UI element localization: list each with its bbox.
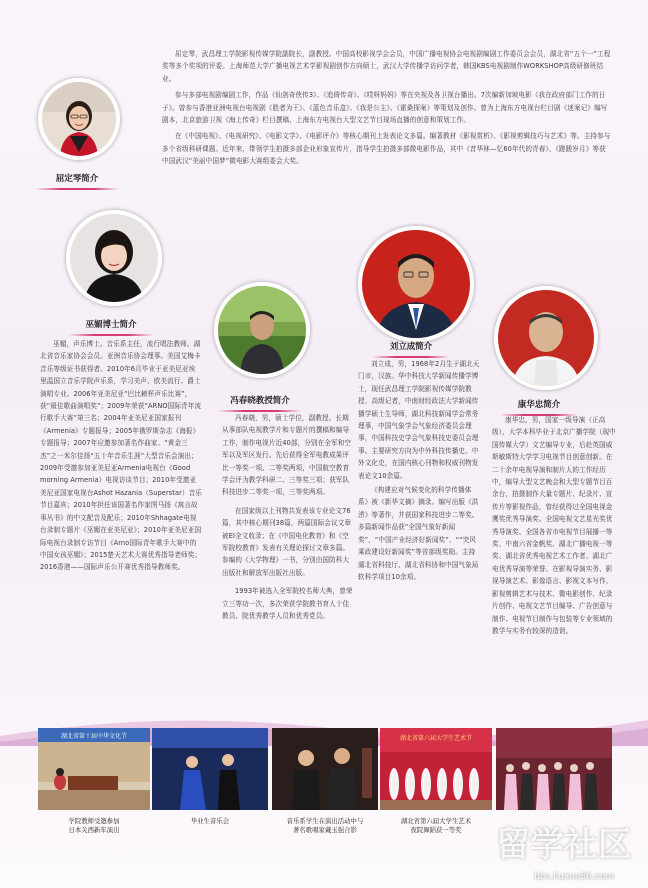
bio-qu-p1: 屈定琴，武昌理工学院影视传媒学院副院长，副教授。中国高校影视学会会员，中国广播电视协会电视剧编剧工作委员会会员，湖北省“五个一”工程奖等多个奖项的评委。上海师范大学广播电视艺术学影视剧创作方向硕士，武汉大学传播学访问学者，韩国KBS电视剧制作WORKSHOP高级研修班结业。 bbox=[162, 50, 611, 83]
photo-1 bbox=[38, 728, 150, 810]
bio-feng-p2: 在国家级以上刊物共发表该专业论文76篇，其中核心期刊38篇，两篇国际会议文章被EI全文收录；在《中国电化教育》和《空军院校教育》发表有关理论探讨文章多篇。参编的《大学物理》一书，分别由国防科大出版社和解放军出版社出版。 bbox=[222, 506, 352, 577]
name-label-wu: 巫媚博士简介 bbox=[68, 318, 154, 336]
portrait-wu bbox=[70, 214, 158, 302]
bio-feng-p1: 冯春晓，男，硕士学位，副教授。长期从事部队电视教学片和专题片的撰稿和编导工作，制作电视片近40部，分别在全军和空军以及军区发行。先后获得全军电教成果评比一等奖一项、二等奖两项，中国航空教育学会评为教学科研二、三等奖三项；获军队科技进步二等奖一项，三等奖两项。 bbox=[222, 414, 352, 497]
photo-4-banner: 湖北省第六届大学生艺术节 bbox=[399, 735, 473, 742]
photo-1-caption: 学院教师受邀参加 日本关西新年演出 bbox=[68, 817, 120, 834]
avatar-feng bbox=[214, 282, 310, 378]
photo-4-caption: 湖北省第六届大学生艺术 夜院舞蹈获一等奖 bbox=[400, 817, 472, 834]
name-label-liu: 刘立成简介 bbox=[372, 340, 450, 358]
bio-qu-p3: 在《中国电视》、《电视研究》、《电影文学》、《电影评介》等核心期刊上发表论文多篇。编著教材《影视赏析》、《影视剪辑技巧与艺术》等。主持参与多个省级科研课题。近年来，带领学生拍摄多部企业形象宣传片，指导学生拍摄多部微电影作品，其中《昔华林—忆60年代的青春》、《蹉蹉岁月》等获中国武汉“美丽中国梦”微电影大赛组委会大奖。 bbox=[162, 132, 611, 166]
avatar-wu bbox=[66, 210, 162, 306]
portrait-qu bbox=[42, 82, 116, 156]
watermark-url: bbs.liuxue86.com bbox=[534, 872, 614, 882]
bio-liu bbox=[358, 358, 480, 583]
avatar-liu bbox=[358, 226, 474, 342]
name-label-feng: 冯春晓教授简介 bbox=[218, 394, 302, 412]
portrait-feng bbox=[218, 286, 306, 374]
name-label-kang: 康华忠简介 bbox=[500, 398, 578, 416]
bio-feng bbox=[222, 412, 354, 623]
photo-2 bbox=[152, 728, 268, 810]
name-label-qu: 屈定琴简介 bbox=[35, 172, 119, 190]
photo-1-banner: 湖北省第十届中华文化节 bbox=[60, 733, 128, 740]
photo-4 bbox=[380, 728, 492, 810]
photo-5 bbox=[496, 728, 612, 810]
bio-liu-p1: 刘立成，男，1968年2月生于湖北天门市，汉族。华中科技大学新闻传播学博士，现任武昌理工学院影视传媒学院教授、高级记者，中南财经政法大学新闻传播学硕士生导师，湖北科技新闻学会常务理事，中国气象学会气象经济委员会理事，中国科技史学会气象科技史委员会理事。主要研究方向为中外科技传播史、中外文化史，在国内核心刊物和权威刊物发表论文10余篇。 bbox=[358, 360, 480, 480]
portrait-kang bbox=[498, 290, 594, 386]
bio-kang-p1: 康华忠，男，国家一级导演（正高级），大学本科毕业于北京广播学院（现中国传媒大学）文艺编导专业，后赴英国威斯敏斯特大学学习电视节目创意创新。在二十余年电视导演和制片人的工作经历中，编导大型文艺晚会和大型专题节目百余台，拍摄制作大量专题片、纪录片、宣传片等影视作品，曾经获得过全国电视金鹰奖优秀导演奖、全国电视文艺星光奖优秀导演奖、全国各省市电视节目展播一等奖、中南六省金帆奖、湖北广播电视一等奖、湖北省优秀电视艺术工作者、湖北广电优秀导演等荣誉。在影视导演实务、影视导演艺术、影像语言、影视文本写作、影视剪辑艺术与技术、微电影创作、纪录片创作、电视文艺节目编导、广告创意与制作、电视节目制作与包装等专业领域的教学与实务有较深的造诣。 bbox=[492, 416, 616, 635]
bio-wu-p1: 巫媚，声乐博士。音乐系主任，流行唱法教师。湖北省音乐家协会会员。亚洲音乐协会理事。美国艾梅卡音乐等级证书获得者。2010年6月毕业于亚美尼亚埃里温国立音乐学院声乐系，学习美声、欧美流行、爵士演唱专业。2006年亚美尼亚“巴比赖杯声乐比赛”，获“最佳歌曲演唱奖”；2009年荣获“ARNO国际青年流行歌手大赛”第三名；2004年亚美尼亚国家报刊《Armenia》专题报导；2005年俄罗斯杂志《海报》专题报导；2007年应邀参加著名作曲家、“黄金三杰”之一米尔佳扬“五十年音乐生涯”大型音乐会演出；2009年受邀参加亚美尼亚Armenia电视台《Good morning Armenia》电视访谈节目；2010年受邀亚美尼亚国家电视台Ashot Hazania（Superstar）音乐节目嘉宾；2010年担任该国著名作家图马扬《寓言故事丛书》的中文配音及配乐；2010年Shhagate电视台录制专题片《巫媚在亚美尼亚》；2010年亚美尼亚国际电视台录制专访节目《Arno国际青年歌手大赛中的中国女孩巫媚》；2015楚天艺术大赛优秀指导老师奖；2016香港——国际声乐公开赛优秀指导教师奖。 bbox=[40, 340, 203, 572]
bio-liu-p2: 《构建应对气候变化的科学传播体系》被《新华文摘》摘录。编写出版《洪涝》等著作，并获国家科技进步二等奖。多篇新闻作品获“全国气象好新闻奖”，“中国产业经济好新闻奖”、““突风乘政建设好新闻奖”等省部级奖励。主持湖北省科技厅、湖北省科协和中国气象局软科学项目10余项。 bbox=[358, 486, 479, 581]
bio-qu-p2: 参与多部电视剧编剧工作，作品《仙剑奇侠传3》、《追倚传奇》、《哎呀妈妈》等在央视及各卫视台播出。7次编新加坡电影《我在政府部门工作的日子》。曾参与香港亚洲电视台电视剧《胜者为王》、《蓝色音乐盒》、《我是公主》、《霍桑探案》等策划及创作。曾为上海东方电视台栏目剧《迷案记》编写剧本，北京旅游卫视《海上传奇》栏目撰稿、上海东方电视台大型文艺节目现场直播的创意和策划工作。 bbox=[162, 91, 608, 125]
photo-3-caption: 音乐系学生在演出活动中与 著名歌唱家戴玉强合影 bbox=[286, 817, 364, 834]
bio-feng-p3: 1993年被选入全军院校名师大典，曾荣立三等功一次，多次荣获学院教书育人十佳教员、院优秀教学人员和优秀党员。 bbox=[222, 587, 353, 621]
portrait-liu bbox=[362, 230, 470, 338]
bio-wu bbox=[40, 338, 202, 574]
avatar-qu bbox=[38, 78, 120, 160]
photo-3 bbox=[272, 728, 378, 810]
photo-2-caption: 毕业生音乐会 bbox=[190, 817, 230, 825]
watermark-logo: 留学社区 bbox=[496, 825, 632, 865]
bio-kang bbox=[492, 414, 616, 637]
bio-qu bbox=[162, 48, 612, 168]
avatar-kang bbox=[494, 286, 598, 390]
